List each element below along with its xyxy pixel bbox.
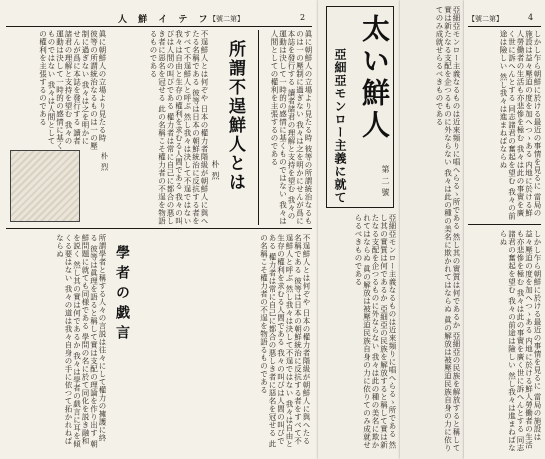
feature-issue: 第 二 號 xyxy=(381,165,390,197)
header-rule-p4 xyxy=(468,26,541,27)
illustration-caption: 朴 烈 xyxy=(100,152,109,171)
page-title-feature xyxy=(318,0,400,459)
issue-label-p4: 【號二第】 xyxy=(468,15,503,23)
section-divider-p4 xyxy=(468,224,541,225)
page-header-title: 人 鮮 イ テ フ xyxy=(118,15,212,25)
article-title-fuzei: 所謂不逞鮮人とは xyxy=(225,40,245,192)
column-text-right: 眞に朝鮮人の立場より見たる時 彼等の所謂統治なるものは一の壓制に過ぎない 我々は之を明かにせんが爲に本誌を發行する 讀者諸君の理解と支持を望む 我々の運動は決して一時的の感情に基くものではない 我々は人間としての權利を主張するのである xyxy=(270,30,313,225)
article-title-gakusha: 學者の戯言 xyxy=(114,245,130,345)
strip-body: 亞細亞モンロー主義なるものは近來頻りに唱へらるゝ所である 然し其の實質は何であるか 亞細亞の民族を解放すると稱して實は新たなる支配を企つるものに外ならない 我々は此の種の美名に欺かれてはならぬ 眞の解放は被壓迫民族自身の力に依りてのみ成就せらるべきものである xyxy=(435,6,461,452)
article-body-fuzei: 不逞鮮人とは何ぞや 日本の權力者階級が朝鮮人に與へたる名稱である 彼等は日本の朝鮮統治に反抗する者をすべて不逞鮮人と呼ぶ 然し我々は決して不逞ではない 我々は自由と生存の權利を求むる人間である 我々の叫びは人間の叫びである 權力者は常に自己に都合の悪しき者に惡名を冠せる 此の名稱こそ權力者の不逞を物語るものである xyxy=(149,30,209,225)
feature-title: 太い鮮人 xyxy=(358,14,391,142)
section-divider xyxy=(6,228,312,229)
page4-body-bottom: しかし乍ら朝鮮に於ける最近の事情を見るに 當局の施設は益々壓迫の度を加へつゝある 内地に於ける鮮人勞働者の生活も亦悲慘を極む 我々は此の事實を廣く世に訴へんとする 同志諸君の奮起を望む 我々の前途は險しい 然し我々は進まねばならぬ xyxy=(499,230,542,452)
article-author: 朴 烈 xyxy=(211,160,220,181)
header-rule xyxy=(6,26,312,27)
article-body-right: 不逞鮮人とは何ぞや 日本の權力者階級が朝鮮人に與へたる名稱である 彼等は日本の朝鮮統治に反抗する者をすべて不逞鮮人と呼ぶ 然し我々は決して不逞ではない 我々は自由と生存の權利を求むる人間である 我々の叫びは人間の叫びである 權力者は常に自己に都合の悪しき者に惡名を冠せる 此の名稱こそ權力者の不逞を物語るものである xyxy=(259,234,311,448)
page-strip xyxy=(400,0,464,459)
page-4 xyxy=(464,0,545,459)
issue-label: 【號二第】 xyxy=(209,15,244,23)
page4-body-top: しかし乍ら朝鮮に於ける最近の事情を見るに 當局の施設は益々壓迫の度を加へつゝある 内地に於ける鮮人勞働者の生活も亦悲慘を極む 我々は此の事實を廣く世に訴へんとする 同志諸君の奮起を望む 我々の前途は險しい 然し我々は進まねばならぬ xyxy=(499,30,542,220)
article-body-continued: 眞に朝鮮人の立場より見たる時 彼等の所謂統治なるものは一の壓制に過ぎない 我々は之を明かにせんが爲に本誌を發行する 讀者諸君の理解と支持を望む 我々の運動は決して一時的の感情に基くものではない 我々は人間としての權利を主張するのである xyxy=(38,30,107,150)
feature-subtitle: 亞細亞モンロー主義に就て xyxy=(333,48,347,204)
article-body-gakusha: 所謂學者と稱する人々の言説は往々にして權力の擁護に終る 彼等は眞理を語ると稱して實は支配の理論を作り出す 朝鮮問題に就ても同様である 學問の名に於て同化を説き融和を説く 然し其の實は何であるか 我々は學者の戯言に耳を傾くる要はない 我々の道は我々自身の手に依つて拓かれねばならぬ xyxy=(55,234,107,448)
page-number-p4: 4 xyxy=(528,13,534,22)
page-number: 2 xyxy=(300,13,306,22)
illustration-image xyxy=(10,150,80,222)
column-divider xyxy=(258,30,259,225)
feature-body: 亞細亞モンロー主義なるものは近來頻りに唱へらるゝ所である 然し其の實質は何であるか 亞細亞の民族を解放すると稱して實は新たなる支配を企つるものに外ならない 我々は此の種の美名に欺かれてはならぬ 眞の解放は被壓迫民族自身の力に依りてのみ成就せらるべきものである xyxy=(354,214,397,449)
